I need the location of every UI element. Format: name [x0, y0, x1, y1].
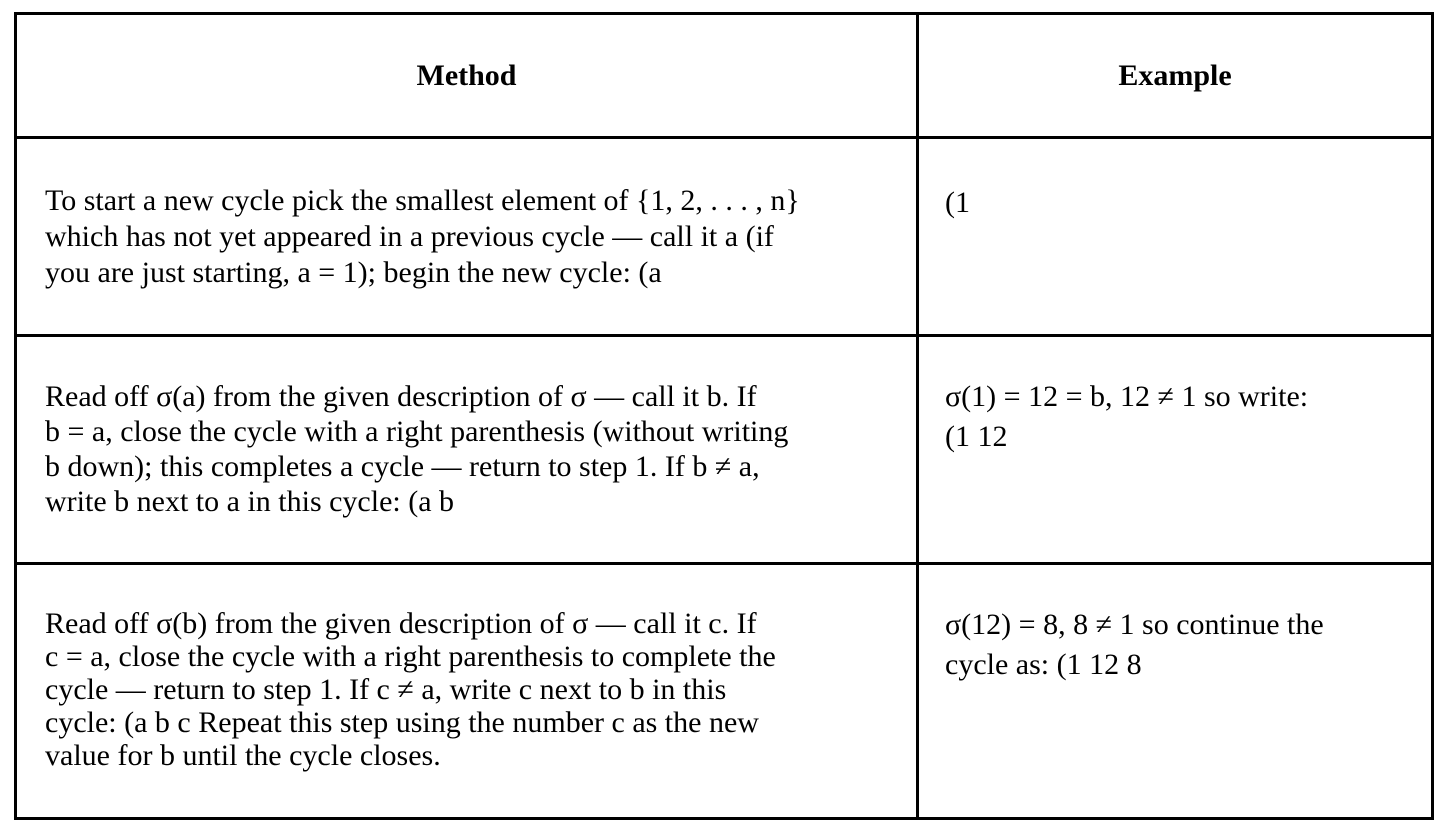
method-line: Read off σ(b) from the given description of σ — call it c. If: [45, 607, 757, 640]
method-line: cycle — return to step 1. If c ≠ a, write c next to b in this: [45, 673, 727, 706]
example-text: [945, 605, 1417, 685]
method-text: [45, 379, 898, 519]
example-line: (1 12: [945, 420, 1008, 453]
method-line: Read off σ(a) from the given description of σ — call it b. If: [45, 380, 757, 413]
example-header: Example: [1118, 58, 1232, 92]
example-line: (1: [945, 186, 970, 219]
method-line: b = a, close the cycle with a right parenthesis (without writing: [45, 415, 789, 448]
method-line: b down); this completes a cycle — return to step 1. If b ≠ a,: [45, 450, 760, 483]
method-line: c = a, close the cycle with a right parenthesis to complete the: [45, 640, 776, 673]
table-row: [17, 565, 1431, 817]
method-header-cell: [17, 15, 916, 136]
table-header-row: [17, 15, 1431, 139]
example-cell: [919, 337, 1431, 562]
example-line: cycle as: (1 12 8: [945, 648, 1142, 681]
example-cell: [919, 139, 1431, 334]
example-cell: [919, 565, 1431, 817]
method-line: which has not yet appeared in a previous cycle — call it a (if: [45, 220, 774, 253]
example-text: [945, 377, 1417, 457]
table-row: [17, 337, 1431, 565]
method-text: [45, 183, 898, 291]
method-text: [45, 607, 898, 772]
method-cell: [17, 139, 916, 334]
method-line: cycle: (a b c Repeat this step using the number c as the new: [45, 706, 759, 739]
example-header-cell: [919, 15, 1431, 136]
example-line: σ(1) = 12 = b, 12 ≠ 1 so write:: [945, 380, 1309, 413]
method-line: you are just starting, a = 1); begin the new cycle: (a: [45, 256, 662, 289]
method-header: Method: [416, 58, 517, 92]
method-line: To start a new cycle pick the smallest element of {1, 2, . . . , n}: [45, 184, 800, 217]
method-example-table: [14, 12, 1434, 820]
method-cell: [17, 337, 916, 562]
method-line: write b next to a in this cycle: (a b: [45, 485, 455, 518]
method-line: value for b until the cycle closes.: [45, 739, 441, 772]
example-line: σ(12) = 8, 8 ≠ 1 so continue the: [945, 608, 1324, 641]
example-text: [945, 183, 1417, 223]
table-row: [17, 139, 1431, 337]
method-cell: [17, 565, 916, 817]
